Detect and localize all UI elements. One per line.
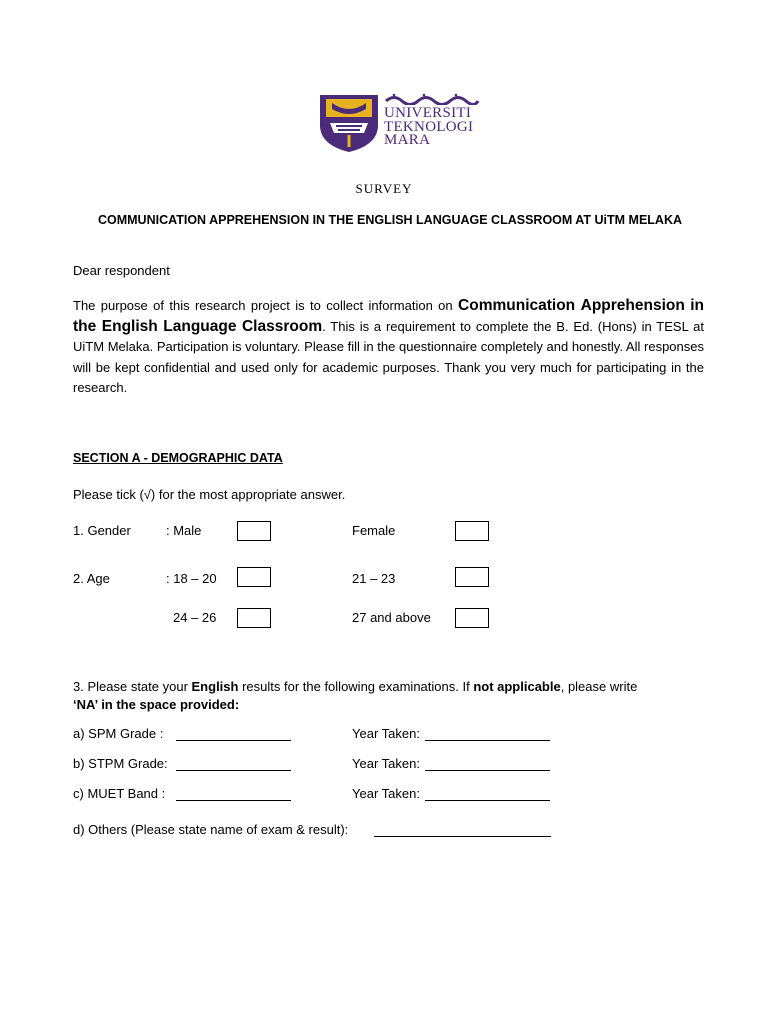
age-option-21-23: 21 – 23 bbox=[352, 571, 396, 586]
stpm-year-label: Year Taken: bbox=[352, 756, 420, 771]
male-checkbox[interactable] bbox=[237, 521, 271, 541]
stpm-label: b) STPM Grade: bbox=[73, 756, 168, 771]
document-title: COMMUNICATION APPREHENSION IN THE ENGLISH LANGUAGE CLASSROOM AT UiTM MELAKA bbox=[97, 213, 683, 227]
survey-label: SURVEY bbox=[355, 181, 413, 196]
section-a-heading: SECTION A - DEMOGRAPHIC DATA bbox=[73, 451, 283, 465]
others-exam-field[interactable] bbox=[374, 824, 551, 837]
gender-option-male: : Male bbox=[166, 523, 202, 538]
gender-option-female: Female bbox=[352, 523, 396, 538]
muet-label: c) MUET Band : bbox=[73, 786, 166, 801]
age-label: 2. Age bbox=[73, 571, 110, 586]
age-18-20-checkbox[interactable] bbox=[237, 567, 271, 587]
logo-wordmark bbox=[384, 107, 473, 148]
muet-band-field[interactable] bbox=[176, 788, 291, 801]
female-checkbox[interactable] bbox=[455, 521, 489, 541]
spm-grade-field[interactable] bbox=[176, 728, 291, 741]
muet-year-field[interactable] bbox=[425, 788, 550, 801]
age-21-23-checkbox[interactable] bbox=[455, 567, 489, 587]
muet-year-label: Year Taken: bbox=[352, 786, 420, 801]
exam-question: 3. Please state your English results for the following examinations. If not applicable, please write ‘NA’ in the space provided: bbox=[73, 679, 638, 712]
topic-highlight-1: Communication Apprehension bbox=[458, 297, 685, 314]
others-label: d) Others (Please state name of exam & result): bbox=[73, 822, 349, 837]
logo-line-1: UNIVERSITI bbox=[384, 105, 472, 121]
stpm-grade-field[interactable] bbox=[176, 758, 291, 771]
stpm-year-field[interactable] bbox=[425, 758, 550, 771]
spm-year-label: Year Taken: bbox=[352, 726, 420, 741]
university-logo bbox=[318, 93, 483, 153]
logo-line-3: MARA bbox=[384, 132, 431, 148]
age-option-18-20: : 18 – 20 bbox=[166, 571, 217, 586]
spm-year-field[interactable] bbox=[425, 728, 550, 741]
intro-paragraph: The purpose of this research project is to collect information on Communication Apprehension in the English Language Classroom. This is a requirement to complete the B. Ed. (Hons) in TESL at UiTM Melaka. Participation is voluntary. Please fill in the questionnaire completely and honestly. All responses will be kept confidential and used only for academic purposes. Thank you very much for participating in the research. bbox=[73, 297, 705, 395]
arabic-wordmark bbox=[384, 93, 480, 105]
logo-line-2: TEKNOLOGI bbox=[384, 118, 474, 135]
crest-icon bbox=[318, 93, 380, 153]
gender-label: 1. Gender bbox=[73, 523, 131, 538]
topic-highlight-2: in the English Language Classroom bbox=[73, 297, 705, 335]
age-option-24-26: 24 – 26 bbox=[173, 610, 217, 625]
spm-label: a) SPM Grade : bbox=[73, 726, 164, 741]
tick-instruction: Please tick (√) for the most appropriate answer. bbox=[73, 487, 346, 502]
greeting: Dear respondent bbox=[73, 263, 170, 278]
age-24-26-checkbox[interactable] bbox=[237, 608, 271, 628]
age-27-above-checkbox[interactable] bbox=[455, 608, 489, 628]
age-option-27-above: 27 and above bbox=[352, 610, 431, 625]
